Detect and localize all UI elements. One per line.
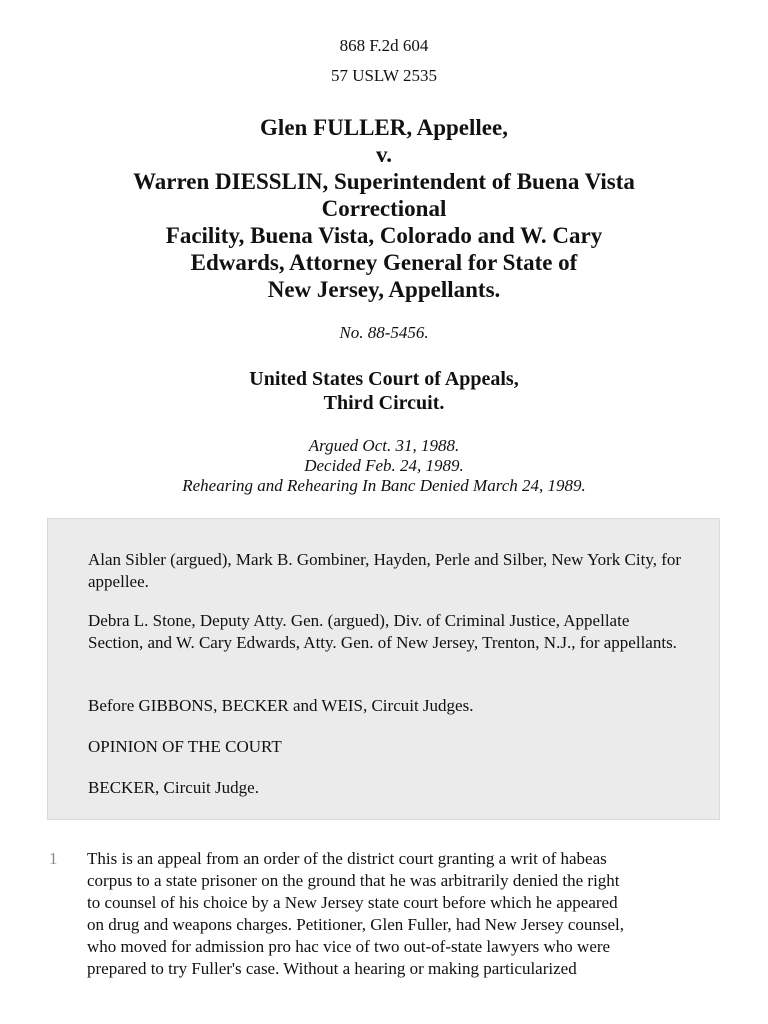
rehearing-date: Rehearing and Rehearing In Banc Denied March 24, 1989.: [182, 476, 586, 495]
title-line-appellant-5: New Jersey, Appellants.: [267, 277, 501, 302]
decided-date: Decided Feb. 24, 1989.: [304, 456, 464, 475]
paragraph-line: on drug and weapons charges. Petitioner, Glen Fuller, had New Jersey counsel,: [87, 915, 624, 934]
court-line-2: Third Circuit.: [323, 392, 445, 414]
paragraph-number: 1: [49, 849, 58, 868]
paragraph-line: This is an appeal from an order of the district court granting a writ of habeas: [87, 849, 607, 868]
docket-number: No. 88-5456.: [339, 323, 429, 342]
paragraph-line: corpus to a state prisoner on the ground that he was arbitrarily denied the right: [87, 871, 620, 890]
case-title: [84, 114, 684, 303]
title-line-appellant-3: Facility, Buena Vista, Colorado and W. Cary: [165, 223, 603, 248]
title-line-appellant-4: Edwards, Attorney General for State of: [190, 250, 578, 275]
title-line-appellant-2: Correctional: [321, 196, 447, 221]
opinion-paragraph: [87, 848, 719, 980]
opinion-heading: OPINION OF THE COURT: [88, 737, 282, 756]
paragraph-line: to counsel of his choice by a New Jersey state court before which he appeared: [87, 893, 618, 912]
title-line-versus: v.: [376, 142, 392, 167]
reporter-citation: 868 F.2d 604: [339, 36, 429, 55]
opinion-author: BECKER, Circuit Judge.: [88, 778, 259, 797]
counsel-info-box: [47, 518, 720, 820]
title-line-appellee: Glen FULLER, Appellee,: [260, 115, 508, 140]
paragraph-line: who moved for admission pro hac vice of two out-of-state lawyers who were: [87, 937, 611, 956]
title-line-appellant-1: Warren DIESSLIN, Superintendent of Buena Vista: [133, 169, 635, 194]
paragraph-line: prepared to try Fuller's case. Without a hearing or making particularized: [87, 959, 577, 978]
uslw-citation: 57 USLW 2535: [330, 66, 438, 85]
court-name: [0, 367, 768, 415]
court-line-1: United States Court of Appeals,: [249, 368, 519, 390]
argued-date: Argued Oct. 31, 1988.: [308, 436, 460, 455]
appellee-counsel: Alan Sibler (argued), Mark B. Gombiner, Hayden, Perle and Silber, New York City, for appellee.: [88, 550, 682, 591]
judicial-panel: Before GIBBONS, BECKER and WEIS, Circuit Judges.: [88, 696, 474, 715]
appellant-counsel: Debra L. Stone, Deputy Atty. Gen. (argued), Div. of Criminal Justice, Appellate Section, and W. Cary Edwards, Atty. Gen. of New Jersey, Trenton, N.J., for appellants.: [88, 611, 677, 652]
case-dates: [0, 436, 768, 496]
